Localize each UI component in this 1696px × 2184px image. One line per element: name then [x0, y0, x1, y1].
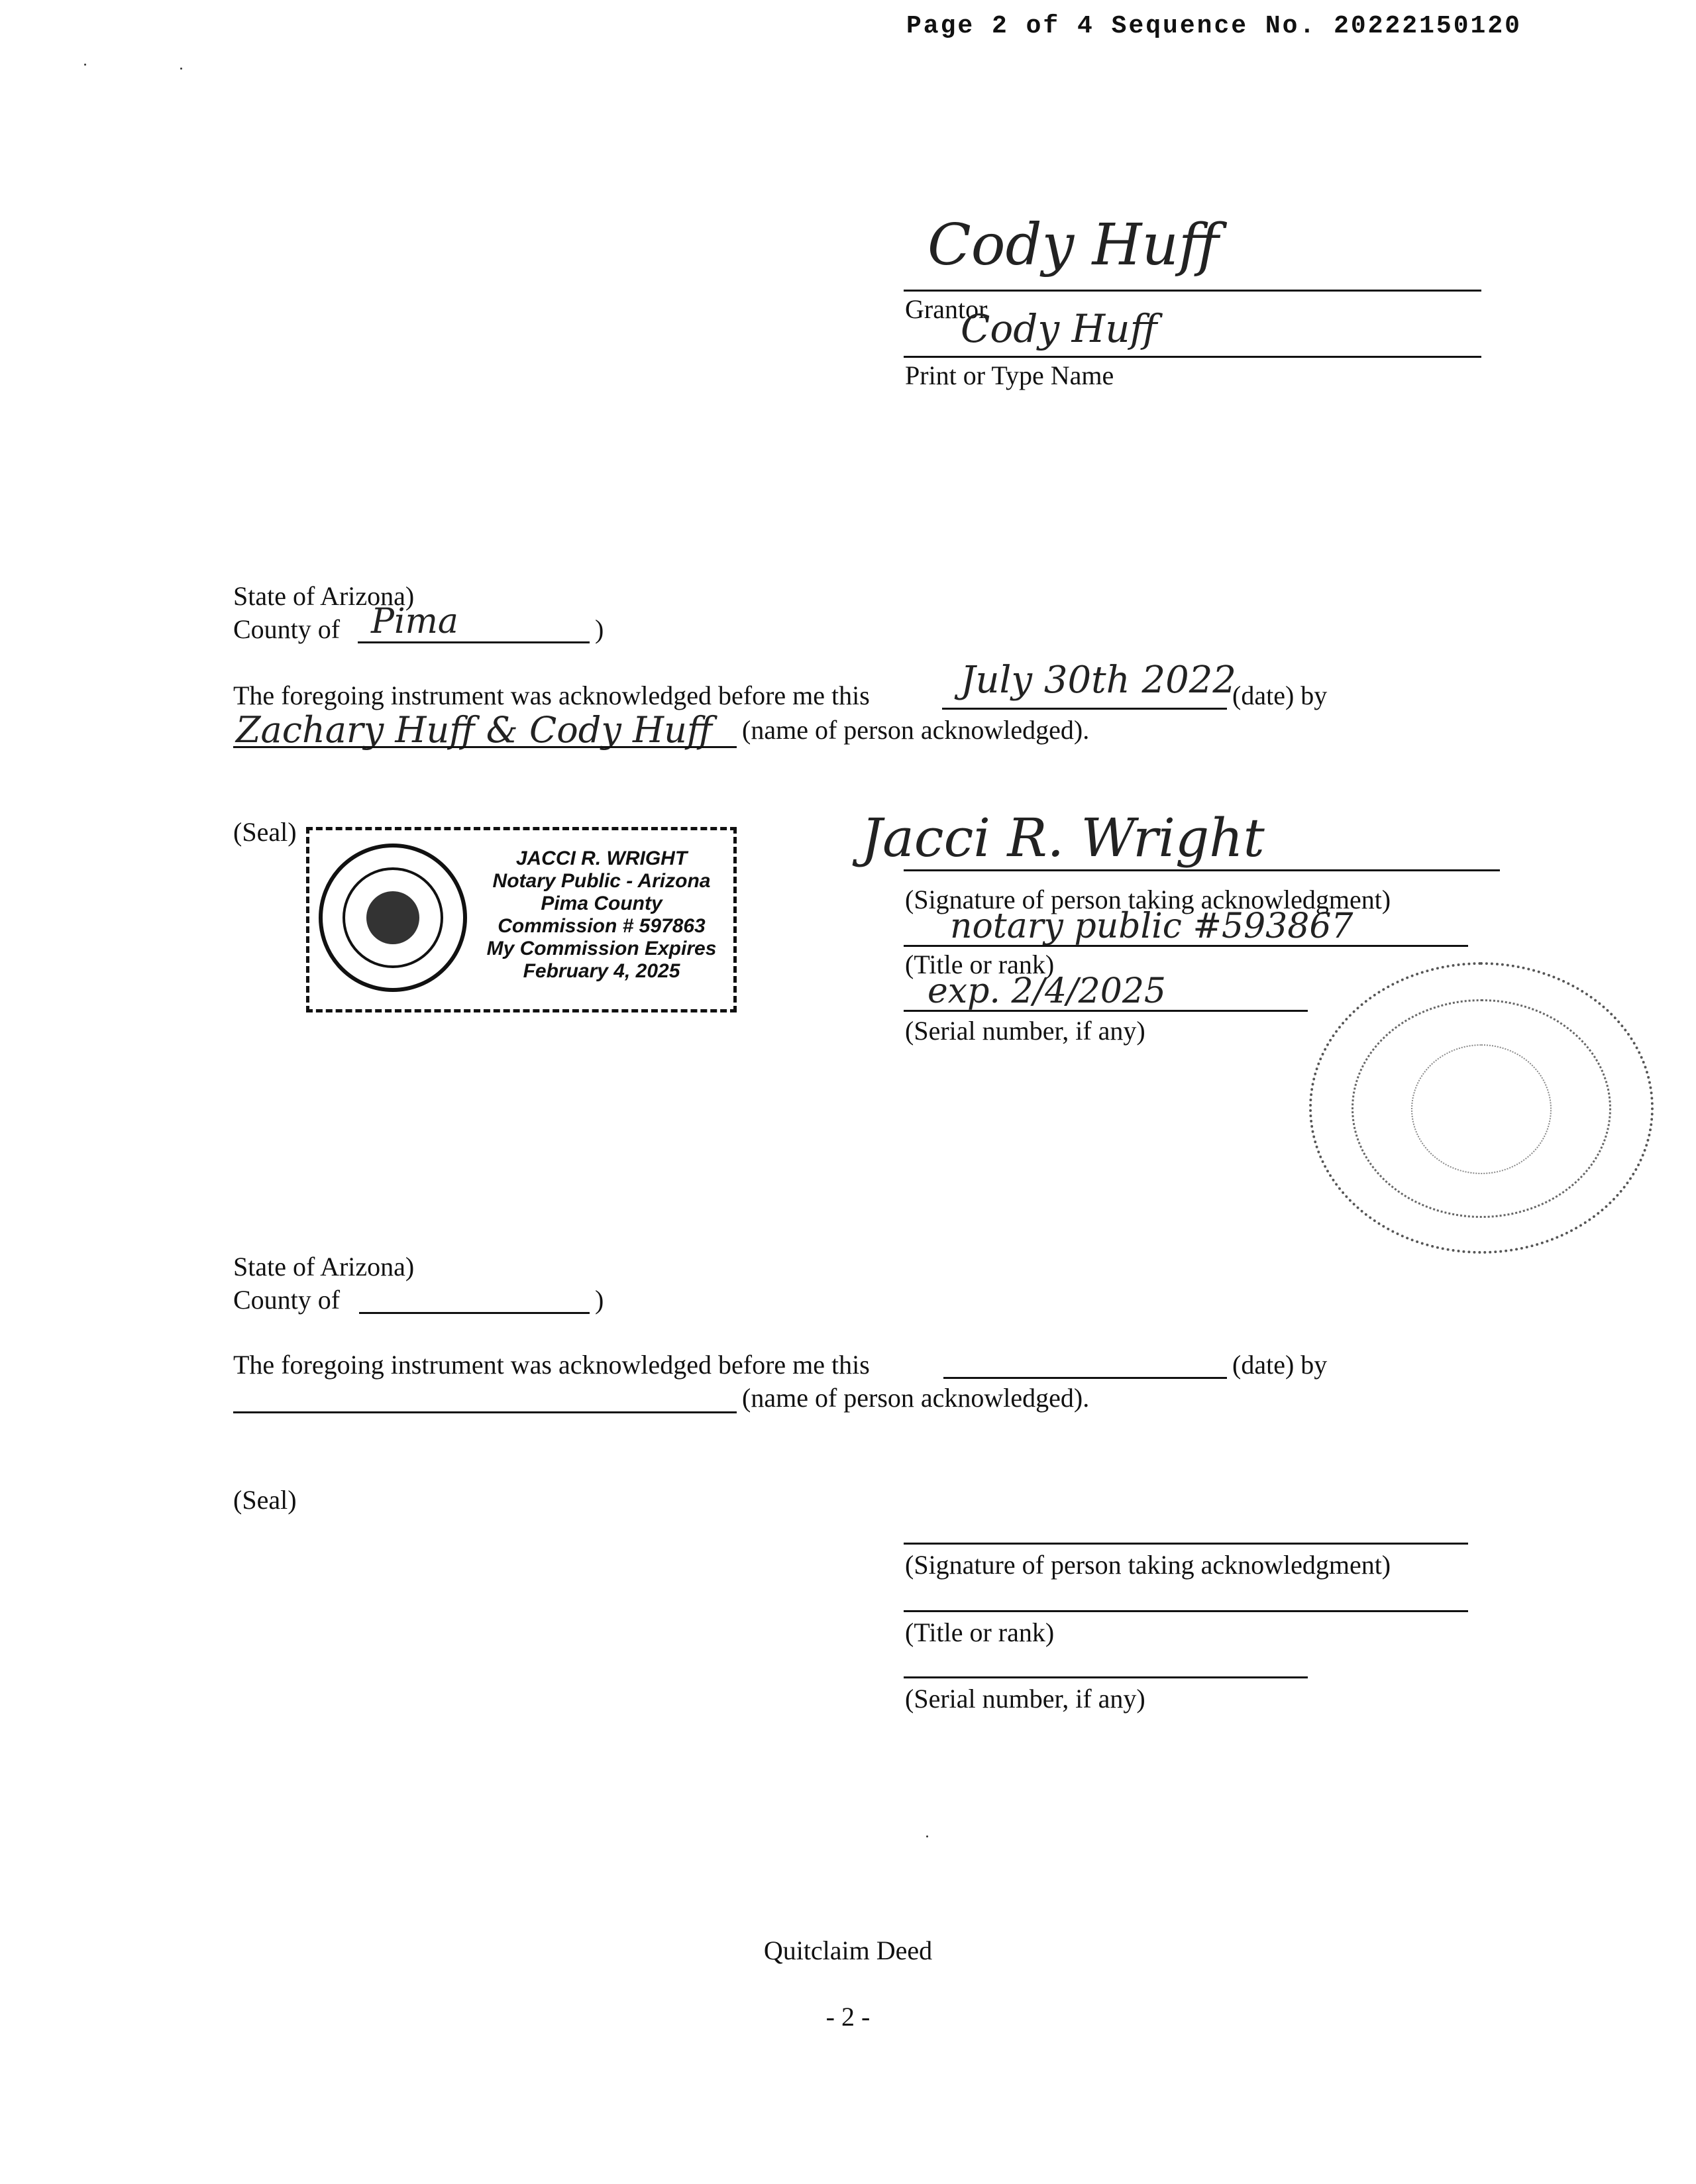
page-sequence-header: Page 2 of 4 Sequence No. 20222150120: [906, 12, 1522, 40]
ack1-serial-label: (Serial number, if any): [905, 1016, 1145, 1046]
grantor-signature: Cody Huff: [928, 212, 1219, 278]
ack2-date-line: [943, 1377, 1227, 1379]
scan-speck: [180, 68, 182, 70]
ack1-person-suffix: (name of person acknowledged).: [742, 715, 1090, 745]
ack2-county-suffix: ): [595, 1285, 604, 1315]
ack1-state: State of Arizona): [233, 581, 415, 611]
stamp-commission: Commission # 597863: [498, 915, 706, 937]
scan-speck: [926, 1835, 928, 1837]
ack1-seal-label: (Seal): [233, 817, 297, 847]
ack1-county-prefix: County of: [233, 614, 341, 644]
ack2-serial-line: [904, 1676, 1308, 1678]
ack1-notary-signature: Jacci R. Wright: [861, 807, 1265, 869]
ack2-signature-line: [904, 1543, 1468, 1545]
ack1-county-value: Pima: [371, 602, 458, 641]
stamp-title: Notary Public - Arizona: [492, 870, 711, 892]
ack1-title-line: [904, 945, 1468, 947]
ack1-serial-value: exp. 2/4/2025: [928, 971, 1166, 1011]
ack1-serial-line: [904, 1010, 1308, 1012]
ack2-seal-label: (Seal): [233, 1485, 297, 1515]
ack2-serial-label: (Serial number, if any): [905, 1684, 1145, 1714]
ack1-county-suffix: ): [595, 614, 604, 644]
notary-stamp: [306, 827, 737, 1012]
ack2-person-line: [233, 1411, 737, 1413]
scan-speck: [84, 64, 86, 66]
ack2-county-prefix: County of: [233, 1285, 341, 1315]
stamp-name: JACCI R. WRIGHT: [515, 847, 688, 869]
ack1-date-value: July 30th 2022: [961, 659, 1237, 702]
grantor-label: Grantor: [905, 294, 988, 324]
ack2-date-suffix: (date) by: [1232, 1350, 1328, 1380]
grantor-printed-name: Cody Huff: [961, 306, 1157, 351]
stamp-expires-label: My Commission Expires: [486, 938, 717, 959]
stamp-expires-date: February 4, 2025: [523, 960, 680, 982]
stamp-county: Pima County: [541, 893, 662, 914]
ack2-state: State of Arizona): [233, 1252, 415, 1282]
embossed-notary-seal: [1309, 962, 1654, 1254]
ack1-signature-label: (Signature of person taking acknowledgment): [905, 885, 1391, 914]
ack1-date-suffix: (date) by: [1232, 681, 1328, 710]
ack2-title-label: (Title or rank): [905, 1617, 1055, 1647]
grantor-signature-line: [904, 290, 1481, 292]
document-title: Quitclaim Deed: [763, 1936, 933, 1965]
ack1-title-label: (Title or rank): [905, 950, 1055, 979]
ack1-instrument-text: The foregoing instrument was acknowledged before me this: [233, 681, 870, 710]
state-seal-icon: [319, 844, 467, 992]
ack2-person-suffix: (name of person acknowledged).: [742, 1383, 1090, 1413]
ack2-county-line: [359, 1312, 590, 1314]
ack1-person-line: [233, 746, 737, 748]
ack2-title-line: [904, 1610, 1468, 1612]
ack1-date-line: [942, 708, 1227, 710]
ack1-signature-line: [904, 869, 1500, 871]
ack1-county-line: [358, 641, 590, 643]
ack1-title-value: notary public #593867: [950, 906, 1353, 946]
ack2-signature-label: (Signature of person taking acknowledgment): [905, 1550, 1391, 1580]
print-name-label: Print or Type Name: [905, 360, 1114, 390]
grantor-name-line: [904, 356, 1481, 358]
page-number: - 2 -: [825, 2002, 871, 2032]
ack1-person-value: Zachary Huff & Cody Huff: [236, 709, 713, 751]
ack2-instrument-text: The foregoing instrument was acknowledged before me this: [233, 1350, 870, 1380]
